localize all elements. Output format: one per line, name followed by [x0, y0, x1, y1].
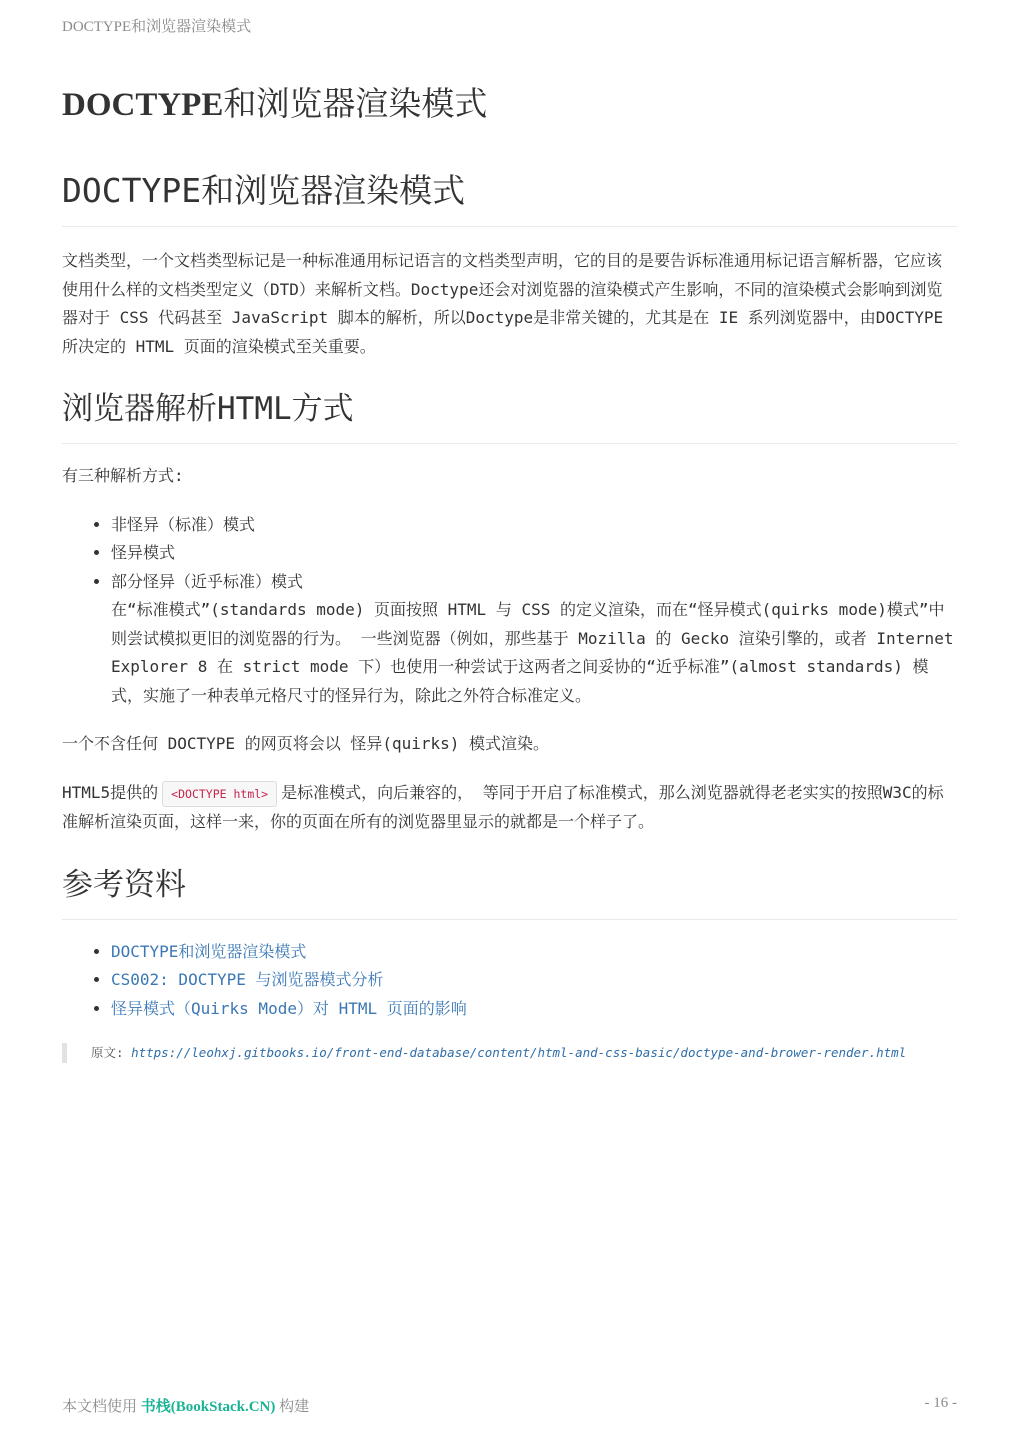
reference-item [111, 938, 957, 967]
document-title [62, 78, 487, 125]
mode-standard [111, 511, 957, 540]
mode-almost-standard [111, 568, 957, 711]
reference-item [111, 995, 957, 1024]
section-heading-references: 参考资料 [62, 863, 957, 920]
parsing-modes-list [62, 511, 957, 711]
reference-item [111, 966, 957, 995]
source-blockquote [62, 1043, 957, 1063]
footer-suffix: 构建 [279, 1399, 310, 1415]
html5-text-before: HTML5提供的 [62, 782, 159, 802]
footer-prefix: 本文档使用 [62, 1399, 138, 1415]
page-number: - 16 - [924, 1395, 957, 1411]
doctype-description: 文档类型，一个文档类型标记是一种标准通用标记语言的文档类型声明，它的目的是要告诉标准通用标记语言解析器，它应该使用什么样的文档类型定义（DTD）来解析文档。Doctype还会对浏览器的渲染模式产生影响，不同的渲染模式会影响到浏览器对于 CSS 代码甚至 JavaScript 脚本的解析，所以Doctype是非常关键的，尤其是在 IE 系列浏览器中，由DOCTYPE 所决定的 HTML 页面的渲染模式至关重要。 [62, 251, 944, 356]
document-title-bold: DOCTYPE [62, 87, 224, 123]
mode-almost-standard-label: 部分怪异（近乎标准）模式 [111, 571, 304, 591]
article-content [62, 168, 957, 1063]
reference-link-cs002[interactable]: CS002: DOCTYPE 与浏览器模式分析 [111, 970, 384, 989]
mode-standard-label: 非怪异（标准）模式 [111, 514, 256, 534]
html5-text-after: 是标准模式，向后兼容的， 等同于开启了标准模式，那么浏览器就得老老实实的按照W3C的标准解析渲染页面，这样一来，你的页面在所有的浏览器里显示的就都是一个样子了。 [62, 782, 944, 831]
section-heading-doctype: DOCTYPE和浏览器渲染模式 [62, 168, 957, 227]
document-title-rest: 和浏览器渲染模式 [223, 87, 488, 123]
html5-doctype-paragraph [62, 779, 957, 837]
parsing-intro: 有三种解析方式: [62, 466, 184, 485]
running-header: DOCTYPE和浏览器渲染模式 [62, 19, 252, 35]
no-doctype-note: 一个不含任何 DOCTYPE 的网页将会以 怪异(quirks) 模式渲染。 [62, 734, 550, 753]
section-heading-parsing: 浏览器解析HTML方式 [62, 387, 957, 444]
mode-quirks-label: 怪异模式 [111, 543, 176, 562]
reference-link-quirks[interactable]: 怪异模式（Quirks Mode）对 HTML 页面的影响 [111, 998, 467, 1018]
source-label: 原文: [91, 1045, 124, 1060]
reference-link-doctype[interactable]: DOCTYPE和浏览器渲染模式 [111, 941, 307, 961]
mode-detail: 在“标准模式”(standards mode) 页面按照 HTML 与 CSS 的定义渲染，而在“怪异模式(quirks mode)模式”中则尝试模拟更旧的浏览器的行为。 一些浏览器（例如，那些基于 Mozilla 的 Gecko 渲染引擎的，或者 Internet Explorer 8 在 strict mode 下）也使用一种尝试于这两者之间妥协的“近乎标准”(almost standards) 模式，实施了一种表单元格尺寸的怪异行为，除此之外符合标准定义。 [111, 600, 954, 705]
page-footer [62, 1395, 957, 1416]
footer-brand-link[interactable]: 书栈(BookStack.CN) [140, 1399, 276, 1415]
references-list [62, 938, 957, 1024]
source-url-link[interactable]: https://leohxj.gitbooks.io/front-end-database/content/html-and-css-basic/doctype-and-brower-render.html [131, 1045, 907, 1060]
mode-quirks [111, 539, 957, 568]
doctype-code: <DOCTYPE html> [162, 781, 277, 807]
